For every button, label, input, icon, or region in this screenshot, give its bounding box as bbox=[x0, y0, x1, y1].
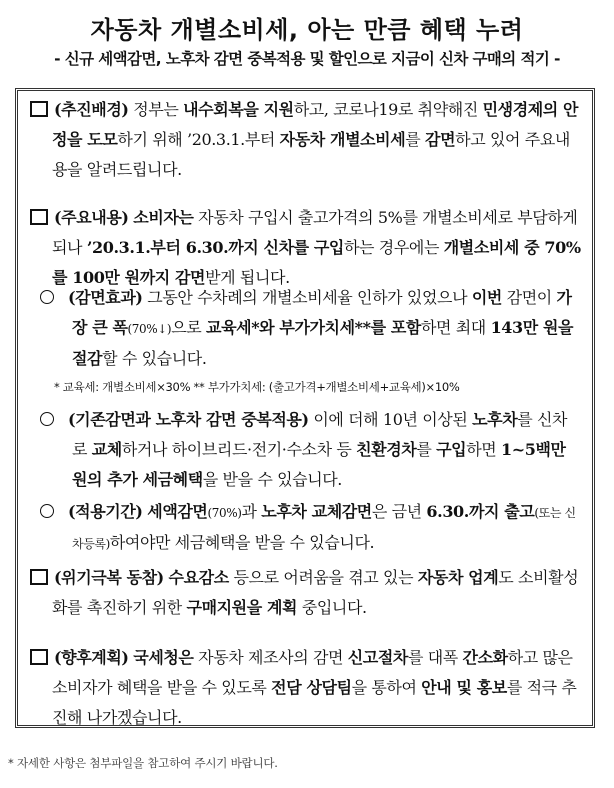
page-title: 자동차 개별소비세, 아는 만큼 혜택 누려 bbox=[90, 16, 524, 44]
section-main-content: (주요내용) 소비자는 자동차 구입시 출고가격의 5%를 개별소비세로 부담하게 되나 ’20.3.1.부터 6.30.까지 신차를 구입하는 경우에는 개별소비세 중 70%를 100만 원까지 감면받게 됩니다. bbox=[30, 203, 582, 293]
section-application-period: (적용기간) 세액감면(70%)과 노후차 교체감면은 금년 6.30.까지 출고(또는 신차등록)하여야만 세금혜택을 받을 수 있습니다. bbox=[30, 497, 582, 559]
content-box bbox=[15, 88, 595, 728]
circle-bullet-icon bbox=[40, 504, 54, 518]
square-bullet-icon bbox=[30, 101, 48, 117]
section-future-plan: (향후계획) 국세청은 자동차 제조사의 감면 신고절차를 대폭 간소화하고 많은 소비자가 혜택을 받을 수 있도록 전담 상담팀을 통하여 안내 및 홍보를 적극 추진해 나가겠습니다. bbox=[30, 643, 582, 733]
section-crisis-overcome: (위기극복 동참) 수요감소 등으로 어려움을 겪고 있는 자동차 업계도 소비활성화를 촉진하기 위한 구매지원을 계획 중입니다. bbox=[30, 563, 582, 623]
footnote: * 자세한 사항은 첨부파일을 참고하여 주시기 바랍니다. bbox=[8, 756, 278, 770]
circle-bullet-icon bbox=[40, 412, 54, 426]
section-reduction-effect: (감면효과) 그동안 수차례의 개별소비세율 인하가 있었으나 이번 감면이 가장 큰 폭(70%↓)으로 교육세*와 부가가치세**를 포함하면 최대 143만 원을 절감할 수 있습니다. bbox=[30, 283, 582, 374]
square-bullet-icon bbox=[30, 209, 48, 225]
page-subtitle: - 신규 세액감면, 노후차 감면 중복적용 및 할인으로 지금이 신차 구매의 적기 - bbox=[54, 50, 560, 68]
circle-bullet-icon bbox=[40, 290, 54, 304]
section-background: (추진배경) 정부는 내수회복을 지원하고, 코로나19로 취약해진 민생경제의 안정을 도모하기 위해 ’20.3.1.부터 자동차 개별소비세를 감면하고 있어 주요내용을 알려드립니다. bbox=[30, 95, 582, 185]
square-bullet-icon bbox=[30, 649, 48, 665]
square-bullet-icon bbox=[30, 569, 48, 585]
tax-note: * 교육세: 개별소비세×30% ** 부가가치세: (출고가격+개별소비세+교육세)×10% bbox=[54, 380, 460, 394]
section-duplicate-reduction: (기존감면과 노후차 감면 중복적용) 이에 더해 10년 이상된 노후차를 신차로 교체하거나 하이브리드·전기·수소차 등 친환경차를 구입하면 1~5백만 원의 추가 세금혜택을 받을 수 있습니다. bbox=[30, 405, 582, 495]
